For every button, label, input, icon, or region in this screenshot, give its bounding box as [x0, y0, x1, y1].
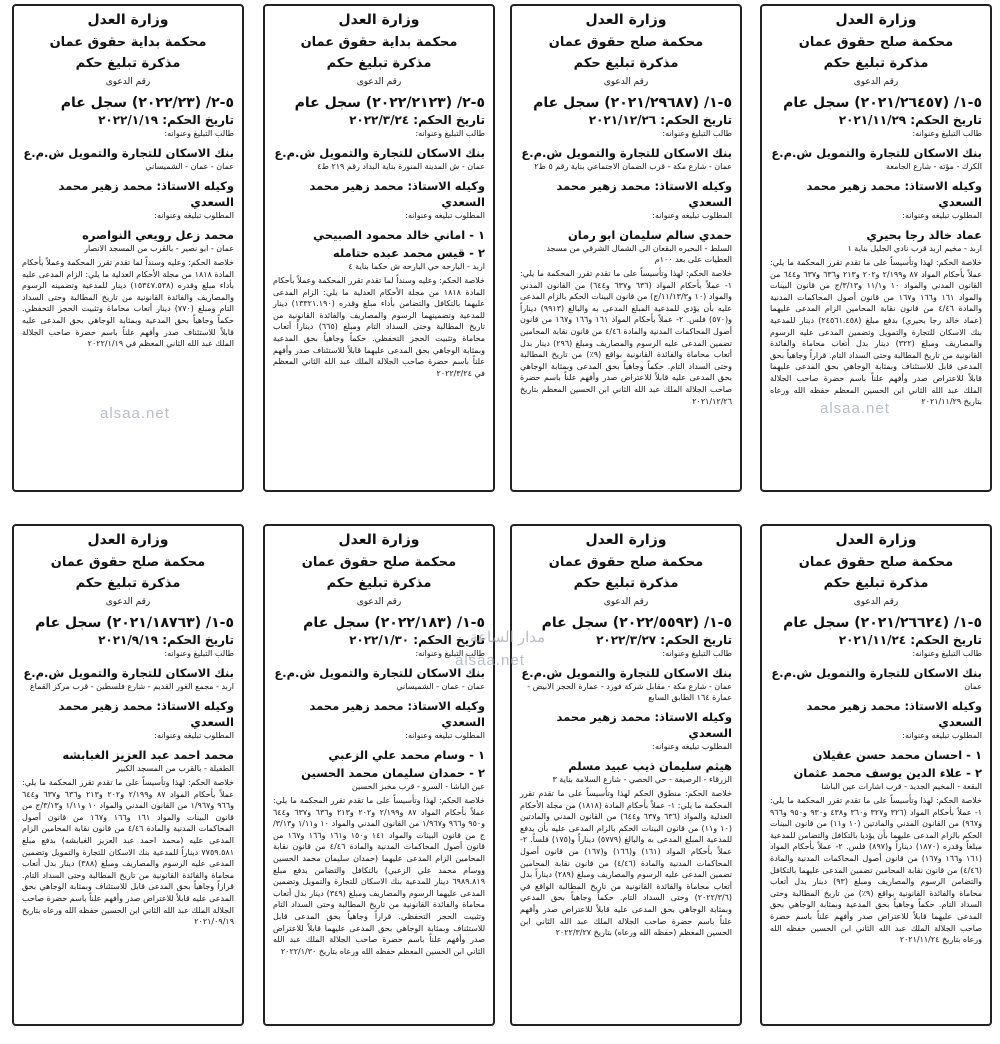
court-name: محكمة صلح حقوق عمان: [798, 555, 954, 570]
court-name: محكمة صلح حقوق عمان: [301, 555, 457, 570]
memo-title: مذكرة تبليغ حكم: [823, 576, 929, 591]
court-notice-card: [510, 4, 742, 492]
requester-label: طالب التبليغ وعنوانه:: [415, 129, 485, 138]
memo-title: مذكرة تبليغ حكم: [75, 576, 181, 591]
case-label: رقم الدعوى: [356, 597, 402, 607]
case-label: رقم الدعوى: [105, 77, 151, 87]
requester-address: عمان - شارع مكة - قرب الضمان الاجتماعي بناية رقم ٥ ط٢: [534, 162, 732, 171]
defendant-name: ١ - احسان محمد حسن عقيلان: [812, 748, 982, 762]
judgment-summary: خلاصة الحكم: لهذا وتأسيساً على ما تقدم تقرر المحكمة ما يلي: عملاً بأحكام المواد ٨٧ و٢/١٩٩ و٢٠٢ و٢١٣ و٦٣٦ و٦٣٧ و٦٤٤ و٩٥٠ و٩٦٦ و١/٩٦٧ من القانون المدني والمواد ١٠ و١/١١ و٣/١٣/ج من قانون البينات والمواد ١٤١ و١٥٠ و١٦١ و١٦٦ و١٦٧ من قانون أصول المحاكمات المدنية والمادة ٤/٤٦ من قانون نقابة المحامين الزام المدعى عليهما (حمدان سليمان محمد الحسين ووسام محمد علي الزعبي) بالتكافل والتضامن بدفع مبلغ ٦٩٨٩.٨١٩ دينار للمدعية بنك الاسكان للتجارة والتمويل وتضمين المدعى عليهما الرسوم والمصاريف ومبلغ (٣٤٩) دينار بدل أتعاب محاماة والفائدة القانونية من تاريخ المطالبة وحتى السداد التام وتثبيت الحجز التحفظي. قراراً وجاهياً بحق المدعى قابل للاستئناف وبمثابة الوجاهي بحق المدعى عليهما قابلاً للاعتراض صدر وأفهم علناً باسم حضرة صاحب الجلالة الملك عبد الله الثاني ابن الحسين المعظم حفظه الله ورعاه بتاريخ ٢٠٢٢/١/٣٠: [273, 796, 486, 956]
ministry-heading: وزارة العدل: [835, 12, 917, 28]
judgment-summary: خلاصة الحكم: لهذا وتأسيساً على ما تقدم تقرر المحكمة ما يلي: عملاً بأحكام المواد ٨٧ و٢/١٩٩ و٢٠٢ و٢١٣ و٦٣٦ و٦٣٧ و٦٤٤ من القانون المدني والمواد ١٠ و١١/١ و٣/١٣/ج من قانون البينات والمواد ١٦١ و١٦٦ و١٦٧ من قانون أصول المحاكمات المدنية والمادة ٤/٤٦ من قانون نقابة المحامين الزام المدعى عليهما (عماد خالد رجا بحيري) بدفع مبلغ (٢٤٥٦١.٤٥٨) دينار للمدعية بنك الاسكان للتجارة والتمويل وتضمين المدعى عليه الرسوم والمصاريف ومبلغ (٣٢٢) دينار بدل أتعاب محاماة والفائدة القانونية من تاريخ المطالبة وحتى السداد التام. قراراً وجاهياً بحق المدعى قابل للاستئناف وبمثابة الوجاهي بحق المدعى عليهما قابلاً للاعتراض صدر وأفهم علناً باسم حضرة صاحب الجلالة الملك عبد الله الثاني ابن الحسين المعظم حفظه الله ورعاه بتاريخ ٢٠٢١/١١/٢٩: [770, 258, 983, 407]
agent-name: وكيله الاستاذ: محمد زهير محمد السعدي: [556, 179, 732, 209]
requester-address: اربد - مجمع الغور القديم - شارع فلسطين - قرب مركز القماع: [29, 682, 234, 691]
ministry-heading: وزارة العدل: [87, 12, 169, 28]
watermark: مدار الساعة: [470, 629, 546, 646]
watermark: alsaa.net: [820, 400, 890, 417]
defendant-name: حمدي سالم سليمان ابو رمان: [567, 228, 732, 242]
case-label: رقم الدعوى: [603, 77, 649, 87]
court-notice-card: [263, 524, 495, 1026]
judgment-summary: خلاصة الحكم: وعليه وسنداً لما تقدم تقرر المحكمة وعملاً بأحكام المادة ١٨١٨ من مجلة الأحكام العدلية ما يلي: الزام المدعى عليهما بالتكافل والتضامن بأداء مبلغ وقدره (١٣٣٢١.١٩٠) دينار للمدعية وتضمينهما الرسوم والمصاريف والفائدة القانونية من تاريخ المطالبة وحتى السداد التام ومبلغ (٦٦٥) ديناراً أتعاب محاماة وتثبيت الحجز التحفظي. حكماً وجاهياً بحق المدعية وبمثابة الوجاهي بحق المدعى عليهما قابلاً للاستئناف صدر وأفهم علناً باسم حضرة صاحب الجلالة الملك عبد الله الثاني المعظم في ٢٠٢٢/٣/٢٤: [273, 276, 485, 378]
judgment-summary: خلاصة الحكم: لهذا وتأسيساً على ما تقدم تقرر المحكمة ما يلي: ١- عملاً بأحكام المواد (٣٢٦ و٣٢٧ و٣٦٠ و٤٣٨ و٩٣٠ و٩٥٠ و٩٦٦ و٩٦٧) من القانون المدني والمادتين (١٠ و١١) من قانون البينات الحكم بالزام المدعى عليهما بأن يؤديا بالتكافل والتضامن للمدعية مبلغاً وقدره (١٨٧٠) ديناراً و(٨٩٧) فلس. ٢- عملاً بأحكام المواد (١٦١ و١٦٦ و١٦٧) من قانون أصول المحاكمات المدنية والمادة (٤/٤٦) من قانون نقابة المحامين تضمين المدعى عليهما بالتكافل والتضامن الرسوم والمصاريف ومبلغ (٩٣) دينار بدل أتعاب محاماة والفائدة القانونية بواقع (٩٪) من تاريخ المطالبة وحتى السداد التام. حكماً وجاهياً بحق المدعية وبمثابة الوجاهي بحق المدعى عليهما قابلاً للاعتراض صدر وأفهم علناً باسم حضرة صاحب الجلالة الملك عبد الله الثاني ابن الحسين حفظه الله ورعاه بتاريخ ٢٠٢١/١١/٢٤: [770, 796, 983, 945]
requester-name: بنك الاسكان للتجارة والتمويل ش.م.ع: [771, 666, 982, 680]
case-number: ٥-١/ (٢٠٢٢/١٨٣) سجل عام: [303, 615, 485, 631]
notified-label: المطلوب تبليغه وعنوانه:: [652, 742, 732, 751]
verdict-date: تاريخ الحكم: ٢٠٢٢/٣/٢٧: [596, 633, 732, 647]
court-notice-card: [760, 524, 992, 1026]
case-number: ٥-٢/ (٢٠٢٢/٢١٢٣) سجل عام: [294, 95, 485, 111]
requester-address: عمان - ش المدينة المنورة بناية البداد رقم ٢١٩ ط٤: [317, 162, 485, 171]
defendant-address: الزرقاء - الرصيفة - حي الحصي - شارع السلامة بناية ٣: [552, 775, 732, 784]
defendant-address: عين الباشا - السرو - قرب مخبز الحسين: [351, 782, 485, 791]
requester-label: طالب التبليغ وعنوانه:: [662, 129, 732, 138]
requester-label: طالب التبليغ وعنوانه:: [415, 649, 485, 658]
agent-name: وكيله الاستاذ: محمد زهير محمد السعدي: [556, 710, 732, 740]
defendant-address: اربد - مخيم اربد قرب نادي الجليل بناية ١: [847, 244, 982, 253]
judgment-summary: خلاصة الحكم: لهذا وتأسيساً على ما تقدم تقرر المحكمة ما يلي: عملاً بأحكام المواد ٨٧ و٢/١٩٩ و٢٠٢ و٢١٣ و٦٣٦ و٦٣٧ و٦٤٤ و٩٦٦ و١/٩٦٧ من القانون المدني والمواد ١٠ و١/١١ و٣/١٣/ج من قانون البينات والمواد ١٦١ و١٦٦ و١٦٧ من قانون أصول المحاكمات المدنية والمادة ٤/٤٦ من قانون نقابة المحامين الزام المدعى عليه (محمد احمد عبد العزيز الغبابشه) بدفع مبلغ ٧٧٥٩.٥٨١ ديناراً للمدعية بنك الاسكان للتجارة والتمويل وتضمين المدعى عليه الرسوم والمصاريف ومبلغ (٣٨٨) دينار بدل أتعاب محاماة والفائدة القانونية من تاريخ المطالبة وحتى السداد التام. قراراً وجاهياً بحق المدعى قابل للاستئناف وبمثابة الوجاهي بحق المدعى عليه قابلاً للاعتراض صدر وأفهم علناً باسم حضرة صاحب الجلالة الملك عبد الله الثاني ابن الحسين حفظه الله ورعاه بتاريخ ٢٠٢١/٠٩/١٩: [22, 778, 235, 927]
agent-name: وكيله الاستاذ: محمد زهير محمد السعدي: [58, 699, 234, 729]
requester-address: الكرك - مؤته - شارع الجامعة: [886, 162, 982, 171]
case-number: ٥-١/ (٢٠٢٢/٥٥٩٣) سجل عام: [541, 615, 732, 631]
court-name: محكمة صلح حقوق عمان: [50, 555, 206, 570]
case-number: ٥-١/ (٢٠٢١/٢٦٤٥٧) سجل عام: [783, 95, 982, 111]
notified-label: المطلوب تبليغه وعنوانه:: [405, 731, 485, 740]
verdict-date: تاريخ الحكم: ٢٠٢١/١٢/٢٦: [588, 113, 732, 127]
case-number: ٥-١/ (٢٠٢١/١٨٧٦٣) سجل عام: [35, 615, 234, 631]
defendant-name: ١ - اماني خالد محمود الصبيحي: [313, 228, 485, 242]
defendant-name: ٢ - قيس محمد عبده حتامله: [332, 246, 485, 260]
judgment-summary: خلاصة الحكم: وعليه وسنداً لما تقدم تقرر المحكمة وعملاً بأحكام المادة ١٨١٨ من مجلة الأحكام العدلية ما يلي: الزام المدعى عليه بأداء مبلغ وقدره (١٥٣٤٧.٥٣٨) دينار للمدعية وتضمينه الرسوم والمصاريف والفائدة القانونية من تاريخ المطالبة وحتى السداد التام ومبلغ (٧٧٠) دينار أتعاب محاماة وتثبيت الحجز التحفظي. حكماً وجاهياً بحق المدعية وبمثابة الوجاهي بحق المدعى عليه قابلاً للاستئناف صدر وأفهم علناً باسم حضرة صاحب الجلالة الملك عبد الله الثاني المعظم في ٢٠٢٢/١/١٩: [22, 258, 235, 349]
requester-address: عمان - عمان - الشميساني: [396, 682, 485, 691]
requester-label: طالب التبليغ وعنوانه:: [912, 649, 982, 658]
notified-label: المطلوب تبليغه وعنوانه:: [154, 731, 234, 740]
case-label: رقم الدعوى: [853, 77, 899, 87]
case-number: ٥-١/ (٢٠٢١/٢٩٦٨٧) سجل عام: [533, 95, 732, 111]
ministry-heading: وزارة العدل: [338, 12, 420, 28]
notified-label: المطلوب تبليغه وعنوانه:: [902, 731, 982, 740]
court-notice-card: [510, 524, 742, 1026]
defendant-address: الطفيلة - بالقرب من المسجد الكبير: [116, 764, 234, 773]
court-notice-card: [12, 524, 244, 1026]
court-name: محكمة بداية حقوق عمان: [49, 35, 207, 50]
requester-label: طالب التبليغ وعنوانه:: [164, 649, 234, 658]
case-label: رقم الدعوى: [105, 597, 151, 607]
requester-name: بنك الاسكان للتجارة والتمويل ش.م.ع: [23, 146, 234, 160]
memo-title: مذكرة تبليغ حكم: [573, 576, 679, 591]
notified-label: المطلوب تبليغه وعنوانه:: [405, 211, 485, 220]
ministry-heading: وزارة العدل: [835, 532, 917, 548]
verdict-date: تاريخ الحكم: ٢٠٢١/١١/٢٩: [838, 113, 982, 127]
court-name: محكمة صلح حقوق عمان: [548, 35, 704, 50]
notified-label: المطلوب تبليغه وعنوانه:: [902, 211, 982, 220]
court-notice-card: [263, 4, 495, 492]
notified-label: المطلوب تبليغه وعنوانه:: [652, 211, 732, 220]
defendant-address: السلط - البحيره البقعان الى الشمال الشرقي من مسجد العطيات على بعد ١٠٠م: [546, 244, 732, 264]
verdict-date: تاريخ الحكم: ٢٠٢١/١١/٢٤: [838, 633, 982, 647]
memo-title: مذكرة تبليغ حكم: [573, 56, 679, 71]
court-name: محكمة بداية حقوق عمان: [300, 35, 458, 50]
memo-title: مذكرة تبليغ حكم: [823, 56, 929, 71]
memo-title: مذكرة تبليغ حكم: [75, 56, 181, 71]
requester-label: طالب التبليغ وعنوانه:: [912, 129, 982, 138]
case-label: رقم الدعوى: [603, 597, 649, 607]
agent-name: وكيله الاستاذ: محمد زهير محمد السعدي: [309, 699, 485, 729]
case-number: ٥-٢/ (٢٠٢٢/٢٣) سجل عام: [60, 95, 234, 111]
defendant-name: محمد زعل رويعي النواصره: [82, 228, 234, 242]
verdict-date: تاريخ الحكم: ٢٠٢٢/١/٣٠: [349, 633, 485, 647]
judgment-summary: خلاصة الحكم: منطوق الحكم لهذا وتأسيساً على ما تقدم تقرر المحكمة ما يلي: ١- عملاً بأحكام المادة (١٨١٨) من مجلة الأحكام العدلية والمواد (٦٣٦ و٦٣٧ و٦٤٤) من القانون المدني والمادتين (١٠ و١١) من قانون البينات الحكم بالزام المدعى عليه بأن يدفع للمدعية المبلغ المدعى به والبالغ (٥٧٧٩) ديناراً و(١٧٥) فلساً. ٢- عملاً بأحكام المواد (١٦١) و(١٦٦) و(١٦٧) من قانون أصول المحاكمات المدنية والمادة (٤/٤٦) من قانون نقابة المحامين تضمين المدعى عليه الرسوم والمصاريف ومبلغ (٢٨٩) ديناراً بدل أتعاب محاماة والفائدة القانونية من تاريخ المطالبة الواقع في (٢٠٢٢/٣/٦) وحتى السداد التام. حكماً وجاهياً بحق المدعي وبمثابة الوجاهي بحق المدعى عليه قابلاً للاعتراض صدر وأفهم علناً باسم حضرة صاحب الجلالة الملك عبد الله الثاني ابن الحسين المعظم (حفظه الله ورعاه) بتاريخ ٢٠٢٢/٣/٢٧: [520, 789, 733, 938]
requester-label: طالب التبليغ وعنوانه:: [164, 129, 234, 138]
defendant-name: محمد احمد عبد العزيز الغبابشه: [62, 748, 234, 762]
ministry-heading: وزارة العدل: [87, 532, 169, 548]
judgment-summary: خلاصة الحكم: لهذا وتأسيساً على ما تقدم تقرر المحكمة ما يلي: ١- عملاً بأحكام المواد (٦٣٦ و٦٣٧ و٦٤٤) من القانون المدني والمواد (١٠ و١١/١٣/٣/ج) من قانون البينات الحكم بالزام المدعى عليه بأن يؤدي للمدعية المبلغ المدعى به والبالغ (٩٩١٣) ديناراً و(٥٧٠) فلس. ٢- عملاً بأحكام المواد ١٦١ و١٦٦ و١٦٧ من قانون أصول المحاكمات المدنية والمادة ٤/٤٦ من قانون نقابة المحامين تضمين المدعى عليه الرسوم والمصاريف ومبلغ (٢٩٦) دينار بدل أتعاب محاماة والفائدة القانونية بواقع (٩٪) من تاريخ المطالبة وحتى السداد التام. حكماً وجاهياً بحق المدعى وبمثابة الوجاهي بحق المدعى عليه قابلاً للاعتراض صدر وأفهم علناً باسم حضرة صاحب الجلالة الملك عبد الله الثاني ابن الحسين المعظم بتاريخ ٢٠٢١/١٢/٢٦: [520, 269, 733, 406]
watermark: alsaa.net: [100, 405, 170, 422]
defendant-name: ٢ - علاء الدين يوسف محمد عثمان: [793, 766, 982, 780]
defendant-name: عماد خالد رجا بحيري: [866, 228, 982, 242]
agent-name: وكيله الاستاذ: محمد زهير محمد السعدي: [58, 179, 234, 209]
requester-name: بنك الاسكان للتجارة والتمويل ش.م.ع: [274, 146, 485, 160]
notified-label: المطلوب تبليغه وعنوانه:: [154, 211, 234, 220]
requester-address: عمان - شارع مكة - مقابل شركة فورد - عمارة الحجر الابيض - عمارة ١٦٤ الطابق السابع: [527, 682, 732, 702]
verdict-date: تاريخ الحكم: ٢٠٢١/٩/١٩: [98, 633, 234, 647]
requester-label: طالب التبليغ وعنوانه:: [662, 649, 732, 658]
defendant-address: اربد - البارحه حي البارحه ش حكما بناية ٤: [348, 262, 485, 271]
agent-name: وكيله الاستاذ: محمد زهير محمد السعدي: [806, 699, 982, 729]
watermark: alsaa.net: [455, 652, 525, 669]
requester-name: بنك الاسكان للتجارة والتمويل ش.م.ع: [521, 146, 732, 160]
requester-name: بنك الاسكان للتجارة والتمويل ش.م.ع: [23, 666, 234, 680]
requester-name: بنك الاسكان للتجارة والتمويل ش.م.ع: [521, 666, 732, 680]
defendant-name: هيثم سليمان ذيب عبيد مسلم: [568, 759, 732, 773]
requester-name: بنك الاسكان للتجارة والتمويل ش.م.ع: [274, 666, 485, 680]
case-label: رقم الدعوى: [853, 597, 899, 607]
agent-name: وكيله الاستاذ: محمد زهير محمد السعدي: [309, 179, 485, 209]
defendant-address: البقعة - المخيم الجديد - قرب اشارات عين الباشا: [821, 782, 982, 791]
court-name: محكمة صلح حقوق عمان: [548, 555, 704, 570]
defendant-name: ٢ - حمدان سليمان محمد الحسين: [301, 766, 485, 780]
requester-address: عمان: [964, 682, 982, 691]
defendant-address: عمان - ابو نصير - بالقرب من المسجد الانصار: [84, 244, 234, 253]
requester-name: بنك الاسكان للتجارة والتمويل ش.م.ع: [771, 146, 982, 160]
ministry-heading: وزارة العدل: [338, 532, 420, 548]
court-name: محكمة صلح حقوق عمان: [798, 35, 954, 50]
verdict-date: تاريخ الحكم: ٢٠٢٢/١/١٩: [98, 113, 234, 127]
requester-address: عمان - عمان - الشميساني: [145, 162, 234, 171]
agent-name: وكيله الاستاذ: محمد زهير محمد السعدي: [806, 179, 982, 209]
ministry-heading: وزارة العدل: [585, 12, 667, 28]
memo-title: مذكرة تبليغ حكم: [326, 56, 432, 71]
court-notice-card: [760, 4, 992, 492]
memo-title: مذكرة تبليغ حكم: [326, 576, 432, 591]
defendant-name: ١ - وسام محمد علي الزعبي: [328, 748, 485, 762]
ministry-heading: وزارة العدل: [585, 532, 667, 548]
case-number: ٥-١/ (٢٠٢١/٢٦٦٢٤) سجل عام: [783, 615, 982, 631]
verdict-date: تاريخ الحكم: ٢٠٢٢/٣/٢٤: [349, 113, 485, 127]
case-label: رقم الدعوى: [356, 77, 402, 87]
